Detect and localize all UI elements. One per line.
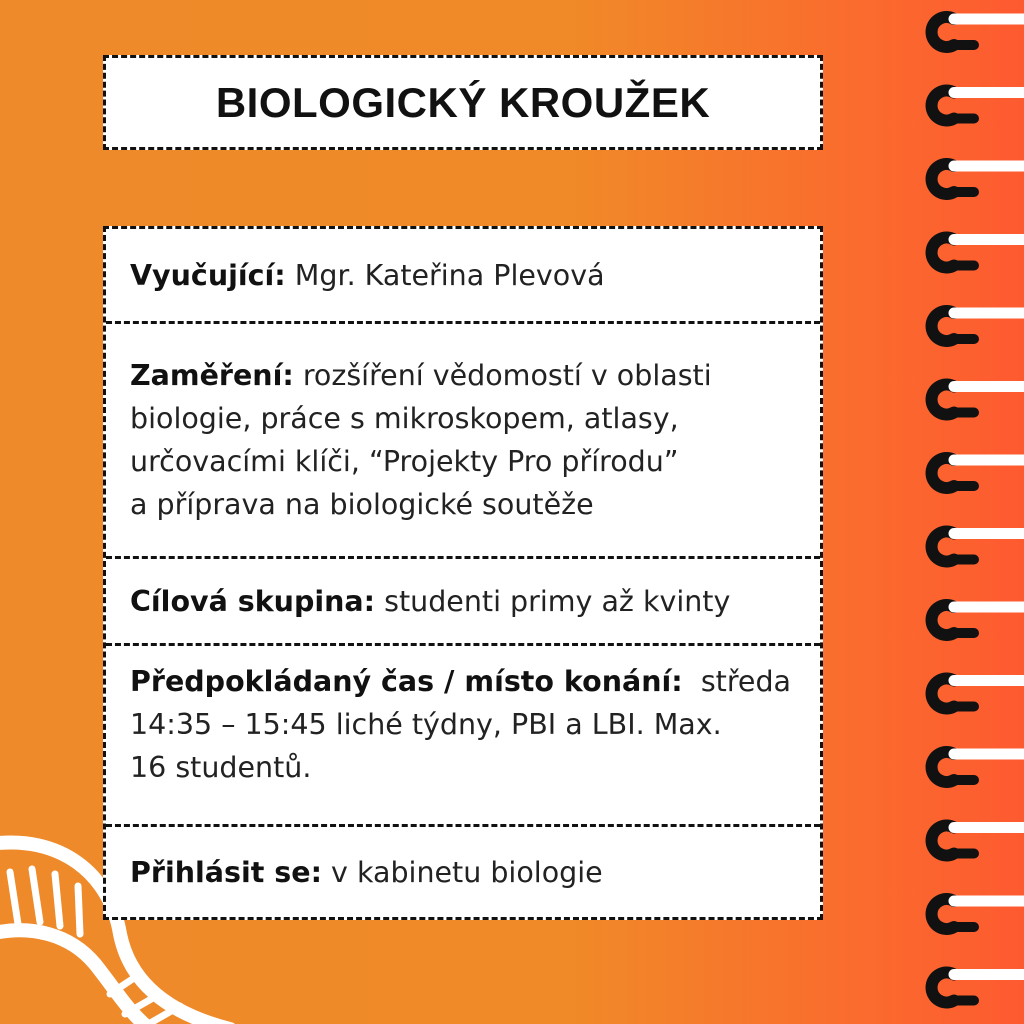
spiral-ring: [932, 238, 1024, 268]
spiral-ring: [932, 91, 1024, 121]
spiral-ring: [932, 899, 1024, 929]
row-label: Přihlásit se:: [130, 855, 322, 889]
row-label: Předpokládaný čas / místo konání:: [130, 665, 683, 698]
row-target-group: [106, 556, 820, 643]
row-label: Vyučující:: [130, 258, 286, 292]
row-label: Cílová skupina:: [130, 584, 376, 618]
spiral-ring: [932, 752, 1024, 782]
spiral-ring: [932, 17, 1024, 47]
spiral-ring: [932, 826, 1024, 856]
spiral-ring: [932, 458, 1024, 488]
info-box: [103, 226, 823, 920]
spiral-ring: [932, 679, 1024, 709]
row-label: Zaměření:: [130, 359, 294, 392]
spiral-ring: [932, 164, 1024, 194]
row-value: v kabinetu biologie: [331, 855, 603, 889]
row-focus: [106, 321, 820, 556]
spiral-ring: [932, 385, 1024, 415]
page-title: BIOLOGICKÝ KROUŽEK: [215, 78, 711, 126]
row-value: středa 14:35 – 15:45 liché týdny, PBI a LBI. Max. 16 studentů.: [130, 665, 792, 784]
spiral-binding-icon: [914, 0, 1024, 1024]
row-teacher: [106, 229, 820, 321]
row-value: rozšíření vědomostí v oblasti biologie, práce s mikroskopem, atlasy, určovacími klíči, “Projekty Pro přírodu” a příprava na biologické soutěže: [130, 359, 712, 521]
row-time-place: [106, 643, 820, 824]
row-signup: [106, 824, 820, 917]
spiral-ring: [932, 605, 1024, 635]
row-value: studenti primy až kvinty: [384, 584, 731, 618]
spiral-ring: [932, 311, 1024, 341]
title-box: [103, 55, 823, 150]
row-value: Mgr. Kateřina Plevová: [294, 258, 605, 292]
spiral-ring: [932, 973, 1024, 1003]
spiral-ring: [932, 532, 1024, 562]
